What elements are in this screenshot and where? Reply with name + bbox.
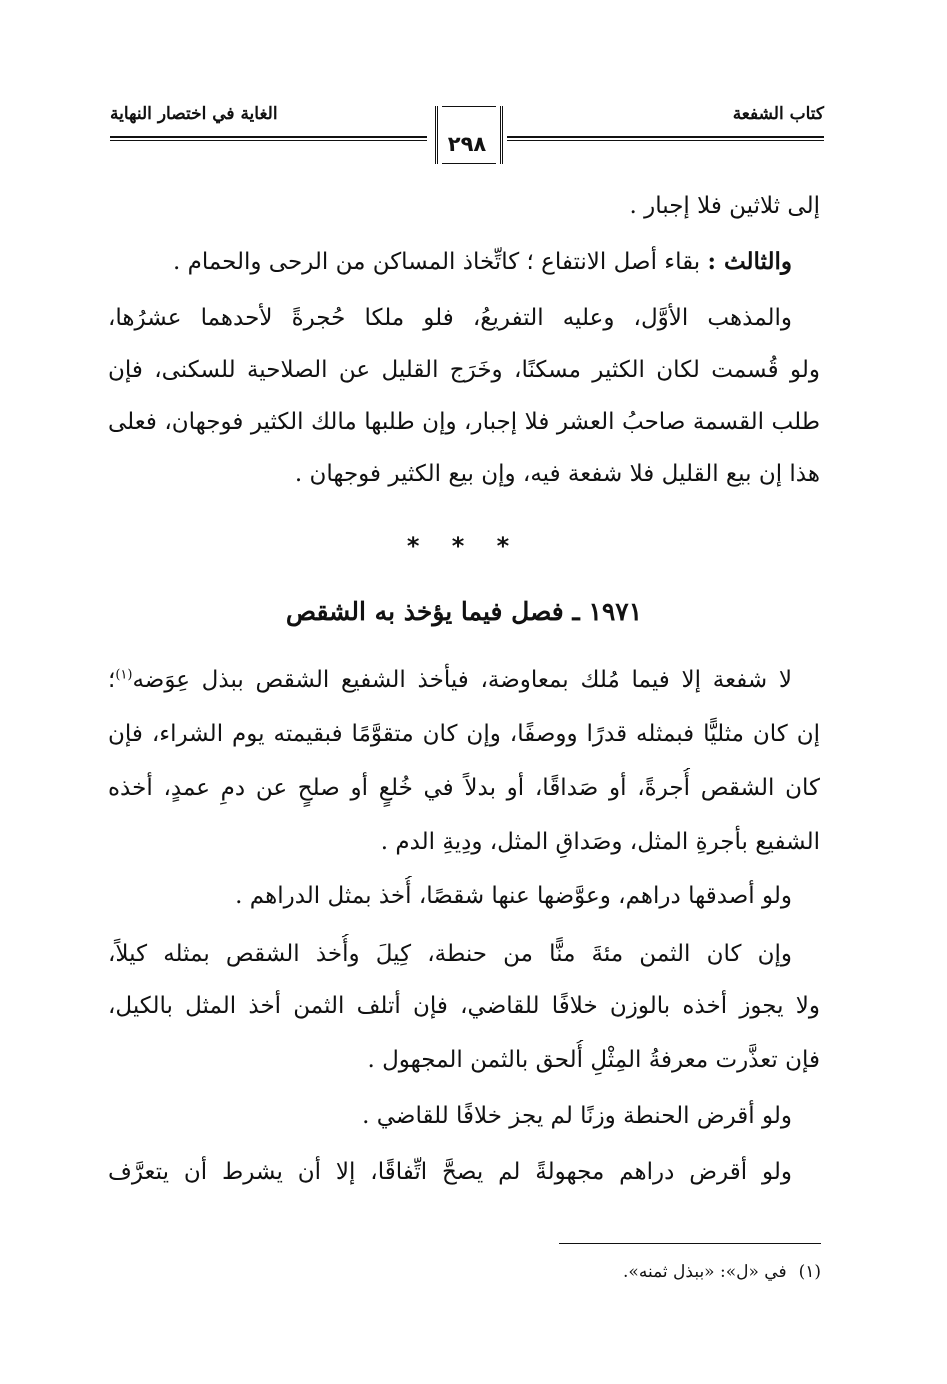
header-rule-right-thin [507,140,824,141]
section-heading: ١٩٧١ ـ فصل فيما يؤخذ به الشقص [285,597,643,626]
text-line: ولو أقرض دراهم مجهولةً لم يصحَّ اتِّفاقًا، إلا أن يشرط أن يتعرَّف [108,1159,792,1185]
footnote-number: (١) [798,1262,821,1282]
text-line: طلب القسمة صاحبُ العشر فلا إجبار، وإن طلبها مالك الكثير فوجهان، فعلى [108,409,820,435]
text-line: إلى ثلاثين فلا إجبار . [629,193,820,219]
page-number-frame [427,100,507,168]
text-line: ولو أقرض الحنطة وزنًا لم يجز خلافًا للقاضي . [362,1103,792,1129]
text-line: ولو أصدقها دراهم، وعوَّضها عنها شقصًا، أُخذ بمثل الدراهم . [235,883,792,909]
header-chapter-title: كتاب الشفعة [732,104,824,124]
header-rule-left-thin [110,140,427,141]
footnote-rule [559,1243,821,1244]
text-line: فإن تعذَّرت معرفةُ المِثْلِ أُلحق بالثمن المجهول . [367,1047,820,1073]
text-line: ولو قُسمت لكان الكثير مسكنًا، وخَرَج القليل عن الصلاحية للسكنى، فإن [108,357,820,383]
text-line: وإن كان الثمن مئةَ منًّا من حنطة، كِيلَ وأُخذ الشقص بمثله كيلاً، [108,941,792,967]
running-header [110,96,824,176]
text-line: إن كان مثليًّا فبمثله قدرًا ووصفًا، وإن كان متقوَّمًا فبقيمته يوم الشراء، فإن [108,721,820,747]
header-rule-left [110,136,427,138]
text-line: هذا إن بيع القليل فلا شفعة فيه، وإن بيع الكثير فوجهان . [294,461,820,487]
text-line: كان الشقص أُجرةً، أو صَداقًا، أو بدلاً في خُلعٍ أو صلحٍ عن دمِ عمدٍ، أخذه [108,775,820,801]
lead-word: والثالث : [707,248,792,275]
section-separator: * * * [406,532,522,560]
footnote-text: في «ل»: «ببذل ثمنه». [623,1262,787,1282]
footnote-marker: (١) [115,667,133,683]
header-book-title: الغاية في اختصار النهاية [110,104,278,124]
header-rule-right [507,136,824,138]
text-line: ولا يجوز أخذه بالوزن خلافًا للقاضي، فإن أتلف الثمن أخذ المثل بالكيل، [108,993,820,1019]
text-line: والمذهب الأوَّل، وعليه التفريعُ، فلو ملكا حُجرةً لأحدهما عشرُها، [108,305,792,331]
page-number: ٢٩٨ [447,132,487,156]
text-line: لا شفعة إلا فيما مُلك بمعاوضة، فيأخذ الشفيع الشقص ببذل عِوَضه$^{(١)}$؛ [108,667,792,693]
footnote [623,1262,821,1282]
text-line: والثالث : بقاء أصل الانتفاع ؛ كاتِّخاذ المساكن من الرحى والحمام . [172,248,792,275]
text-line: الشفيع بأجرةِ المثل، وصَداقِ المثل، ودِيةِ الدم . [380,829,820,855]
